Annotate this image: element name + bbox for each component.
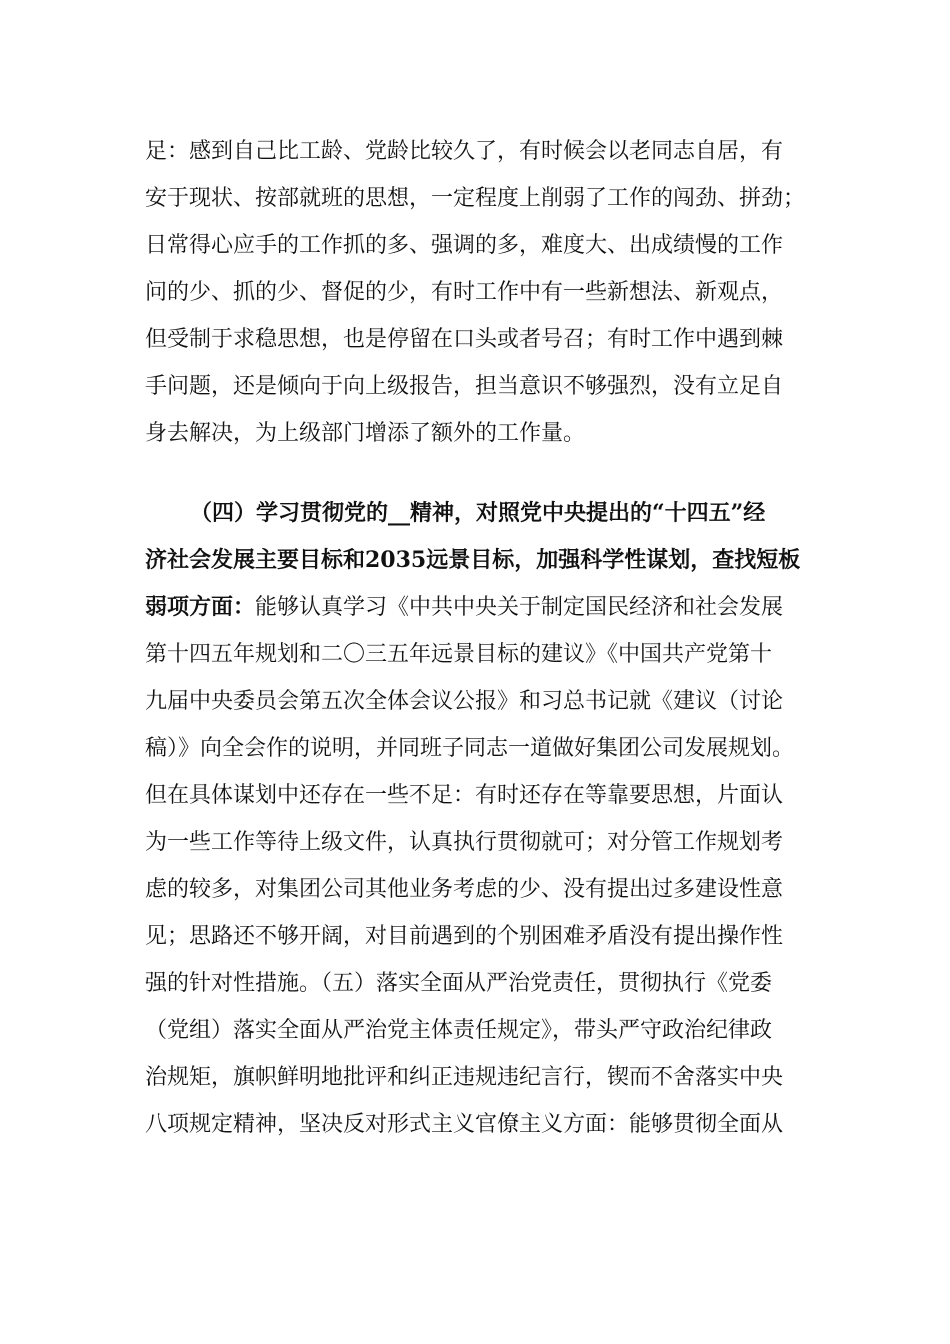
paragraph-line: 但在具体谋划中还存在一些不足：有时还存在等靠要思想，片面认	[145, 783, 784, 808]
paragraph-line: 九届中央委员会第五次全体会议公报》和习总书记就《建议（讨论	[145, 689, 784, 714]
paragraph-line: 但受制于求稳思想，也是停留在口头或者号召；有时工作中遇到棘	[145, 327, 784, 352]
paragraph-line: 身去解决，为上级部门增添了额外的工作量。	[145, 421, 586, 446]
paragraph-line: 见；思路还不够开阔，对目前遇到的个别困难矛盾没有提出操作性	[145, 924, 784, 949]
paragraph-line: 手问题，还是倾向于向上级报告，担当意识不够强烈，没有立足自	[145, 374, 784, 399]
paragraph-line: 稿）》向全会作的说明，并同班子同志一道做好集团公司发展规划。	[145, 736, 795, 761]
section-heading-line: 济社会发展主要目标和2035远景目标，加强科学性谋划，查找短板	[145, 547, 801, 573]
paragraph-line: 为一些工作等待上级文件，认真执行贯彻就可；对分管工作规划考	[145, 830, 784, 855]
paragraph-line: 安于现状、按部就班的思想，一定程度上削弱了工作的闯劲、拼劲；	[145, 186, 806, 211]
paragraph-line: 日常得心应手的工作抓的多、强调的多，难度大、出成绩慢的工作	[145, 233, 784, 258]
paragraph-line: 治规矩，旗帜鲜明地批评和纠正违规违纪言行，锲而不舍落实中央	[145, 1065, 784, 1090]
paragraph-line: 足：感到自己比工龄、党龄比较久了，有时候会以老同志自居，有	[145, 139, 784, 164]
paragraph-line: 虑的较多，对集团公司其他业务考虑的少、没有提出过多建设性意	[145, 877, 784, 902]
paragraph-line: 强的针对性措施。（五）落实全面从严治党责任，贯彻执行《党委	[145, 971, 773, 996]
paragraph-continuation	[145, 128, 810, 457]
paragraph-line: 第十四五年规划和二〇三五年远景目标的建议》《中国共产党第十	[145, 642, 773, 667]
paragraph-line: 八项规定精神，坚决反对形式主义官僚主义方面：能够贯彻全面从	[145, 1112, 784, 1137]
section-heading-tail: 弱项方面：	[145, 594, 256, 620]
paragraph-line: 问的少、抓的少、督促的少，有时工作中有一些新想法、新观点，	[145, 280, 784, 305]
mixed-line	[145, 584, 810, 631]
section-heading-line: （四）学习贯彻党的__精神，对照党中央提出的“十四五”经	[190, 500, 766, 526]
paragraph-text: 能够认真学习《中共中央关于制定国民经济和社会发展	[255, 595, 784, 620]
paragraph-line: （党组）落实全面从严治党主体责任规定》，带头严守政治纪律政	[145, 1018, 773, 1043]
paragraph-section-four	[145, 490, 810, 1148]
